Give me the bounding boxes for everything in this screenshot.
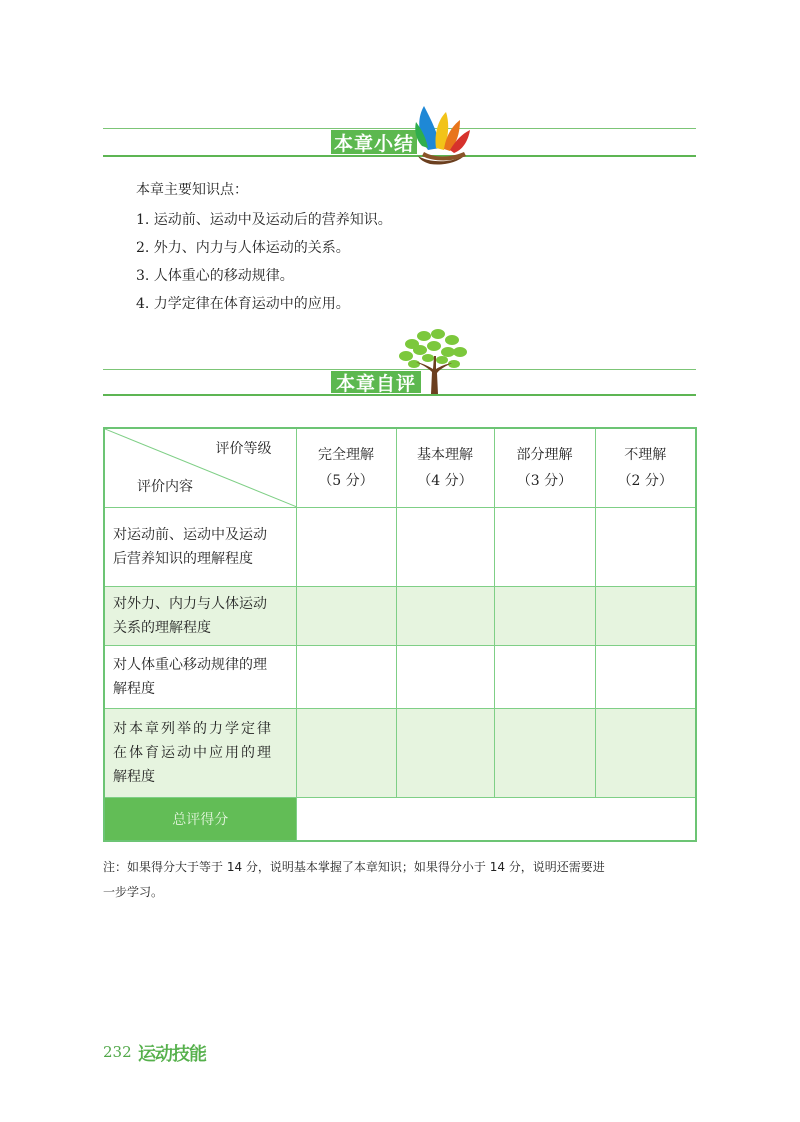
level-score: （4 分） [417, 473, 473, 489]
summary-intro: 本章主要知识点： [136, 182, 248, 198]
level-name: 基本理解 [417, 447, 473, 463]
score-cell[interactable] [494, 646, 595, 709]
level-header [296, 428, 396, 508]
level-name: 不理解 [624, 447, 667, 463]
score-cell[interactable] [296, 646, 396, 709]
footnote-line: 注：如果得分大于等于 14 分，说明基本掌握了本章知识；如果得分小于 14 分，说明还需要进 [103, 860, 605, 874]
score-cell[interactable] [595, 587, 696, 646]
row-label: 对运动前、运动中及运动 后营养知识的理解程度 [104, 508, 296, 587]
total-row [104, 798, 696, 842]
score-cell[interactable] [494, 508, 595, 587]
score-cell[interactable] [396, 508, 494, 587]
page-number: 232 [103, 1043, 132, 1061]
score-cell[interactable] [396, 646, 494, 709]
summary-point: 3. 人体重心的移动规律。 [136, 268, 294, 284]
score-cell[interactable] [595, 709, 696, 798]
level-name: 部分理解 [516, 447, 573, 463]
selfeval-title: 本章自评 [331, 371, 421, 393]
table-row [104, 508, 696, 587]
total-score-label: 总评得分 [104, 798, 296, 842]
score-cell[interactable] [296, 587, 396, 646]
corner-bottom-label: 评价内容 [137, 479, 193, 495]
footnote-line: 一步学习。 [103, 885, 164, 899]
table-row [104, 646, 696, 709]
level-header [396, 428, 494, 508]
summary-title: 本章小结 [331, 130, 417, 154]
level-score: （3 分） [516, 473, 573, 489]
footnote [103, 855, 703, 905]
row-label: 对人体重心移动规律的理 解程度 [104, 646, 296, 709]
summary-point: 4. 力学定律在体育运动中的应用。 [136, 296, 350, 312]
level-name: 完全理解 [318, 447, 374, 463]
level-header [595, 428, 696, 508]
row-label: 对本章列举的力学定律 在体育运动中应用的理 解程度 [104, 709, 296, 798]
score-cell[interactable] [396, 587, 494, 646]
table-row [104, 587, 696, 646]
table-row [104, 709, 696, 798]
summary-point: 2. 外力、内力与人体运动的关系。 [136, 240, 350, 256]
level-header [494, 428, 595, 508]
score-cell[interactable] [595, 508, 696, 587]
score-cell[interactable] [296, 508, 396, 587]
book-brand-logo: 运动技能 [138, 1044, 206, 1065]
hand-leaves-icon [414, 104, 474, 168]
row-label: 对外力、内力与人体运动 关系的理解程度 [104, 587, 296, 646]
score-cell[interactable] [494, 587, 595, 646]
score-cell[interactable] [595, 646, 696, 709]
level-score: （5 分） [318, 473, 374, 489]
table-corner-cell [104, 428, 296, 508]
total-score-cell[interactable] [296, 798, 696, 842]
summary-point: 1. 运动前、运动中及运动后的营养知识。 [136, 212, 392, 228]
corner-top-label: 评价等级 [215, 441, 272, 457]
score-cell[interactable] [296, 709, 396, 798]
tree-icon [398, 326, 470, 396]
score-cell[interactable] [494, 709, 595, 798]
level-score: （2 分） [617, 473, 673, 489]
self-evaluation-table [103, 427, 697, 842]
table-header-row [104, 428, 696, 508]
score-cell[interactable] [396, 709, 494, 798]
